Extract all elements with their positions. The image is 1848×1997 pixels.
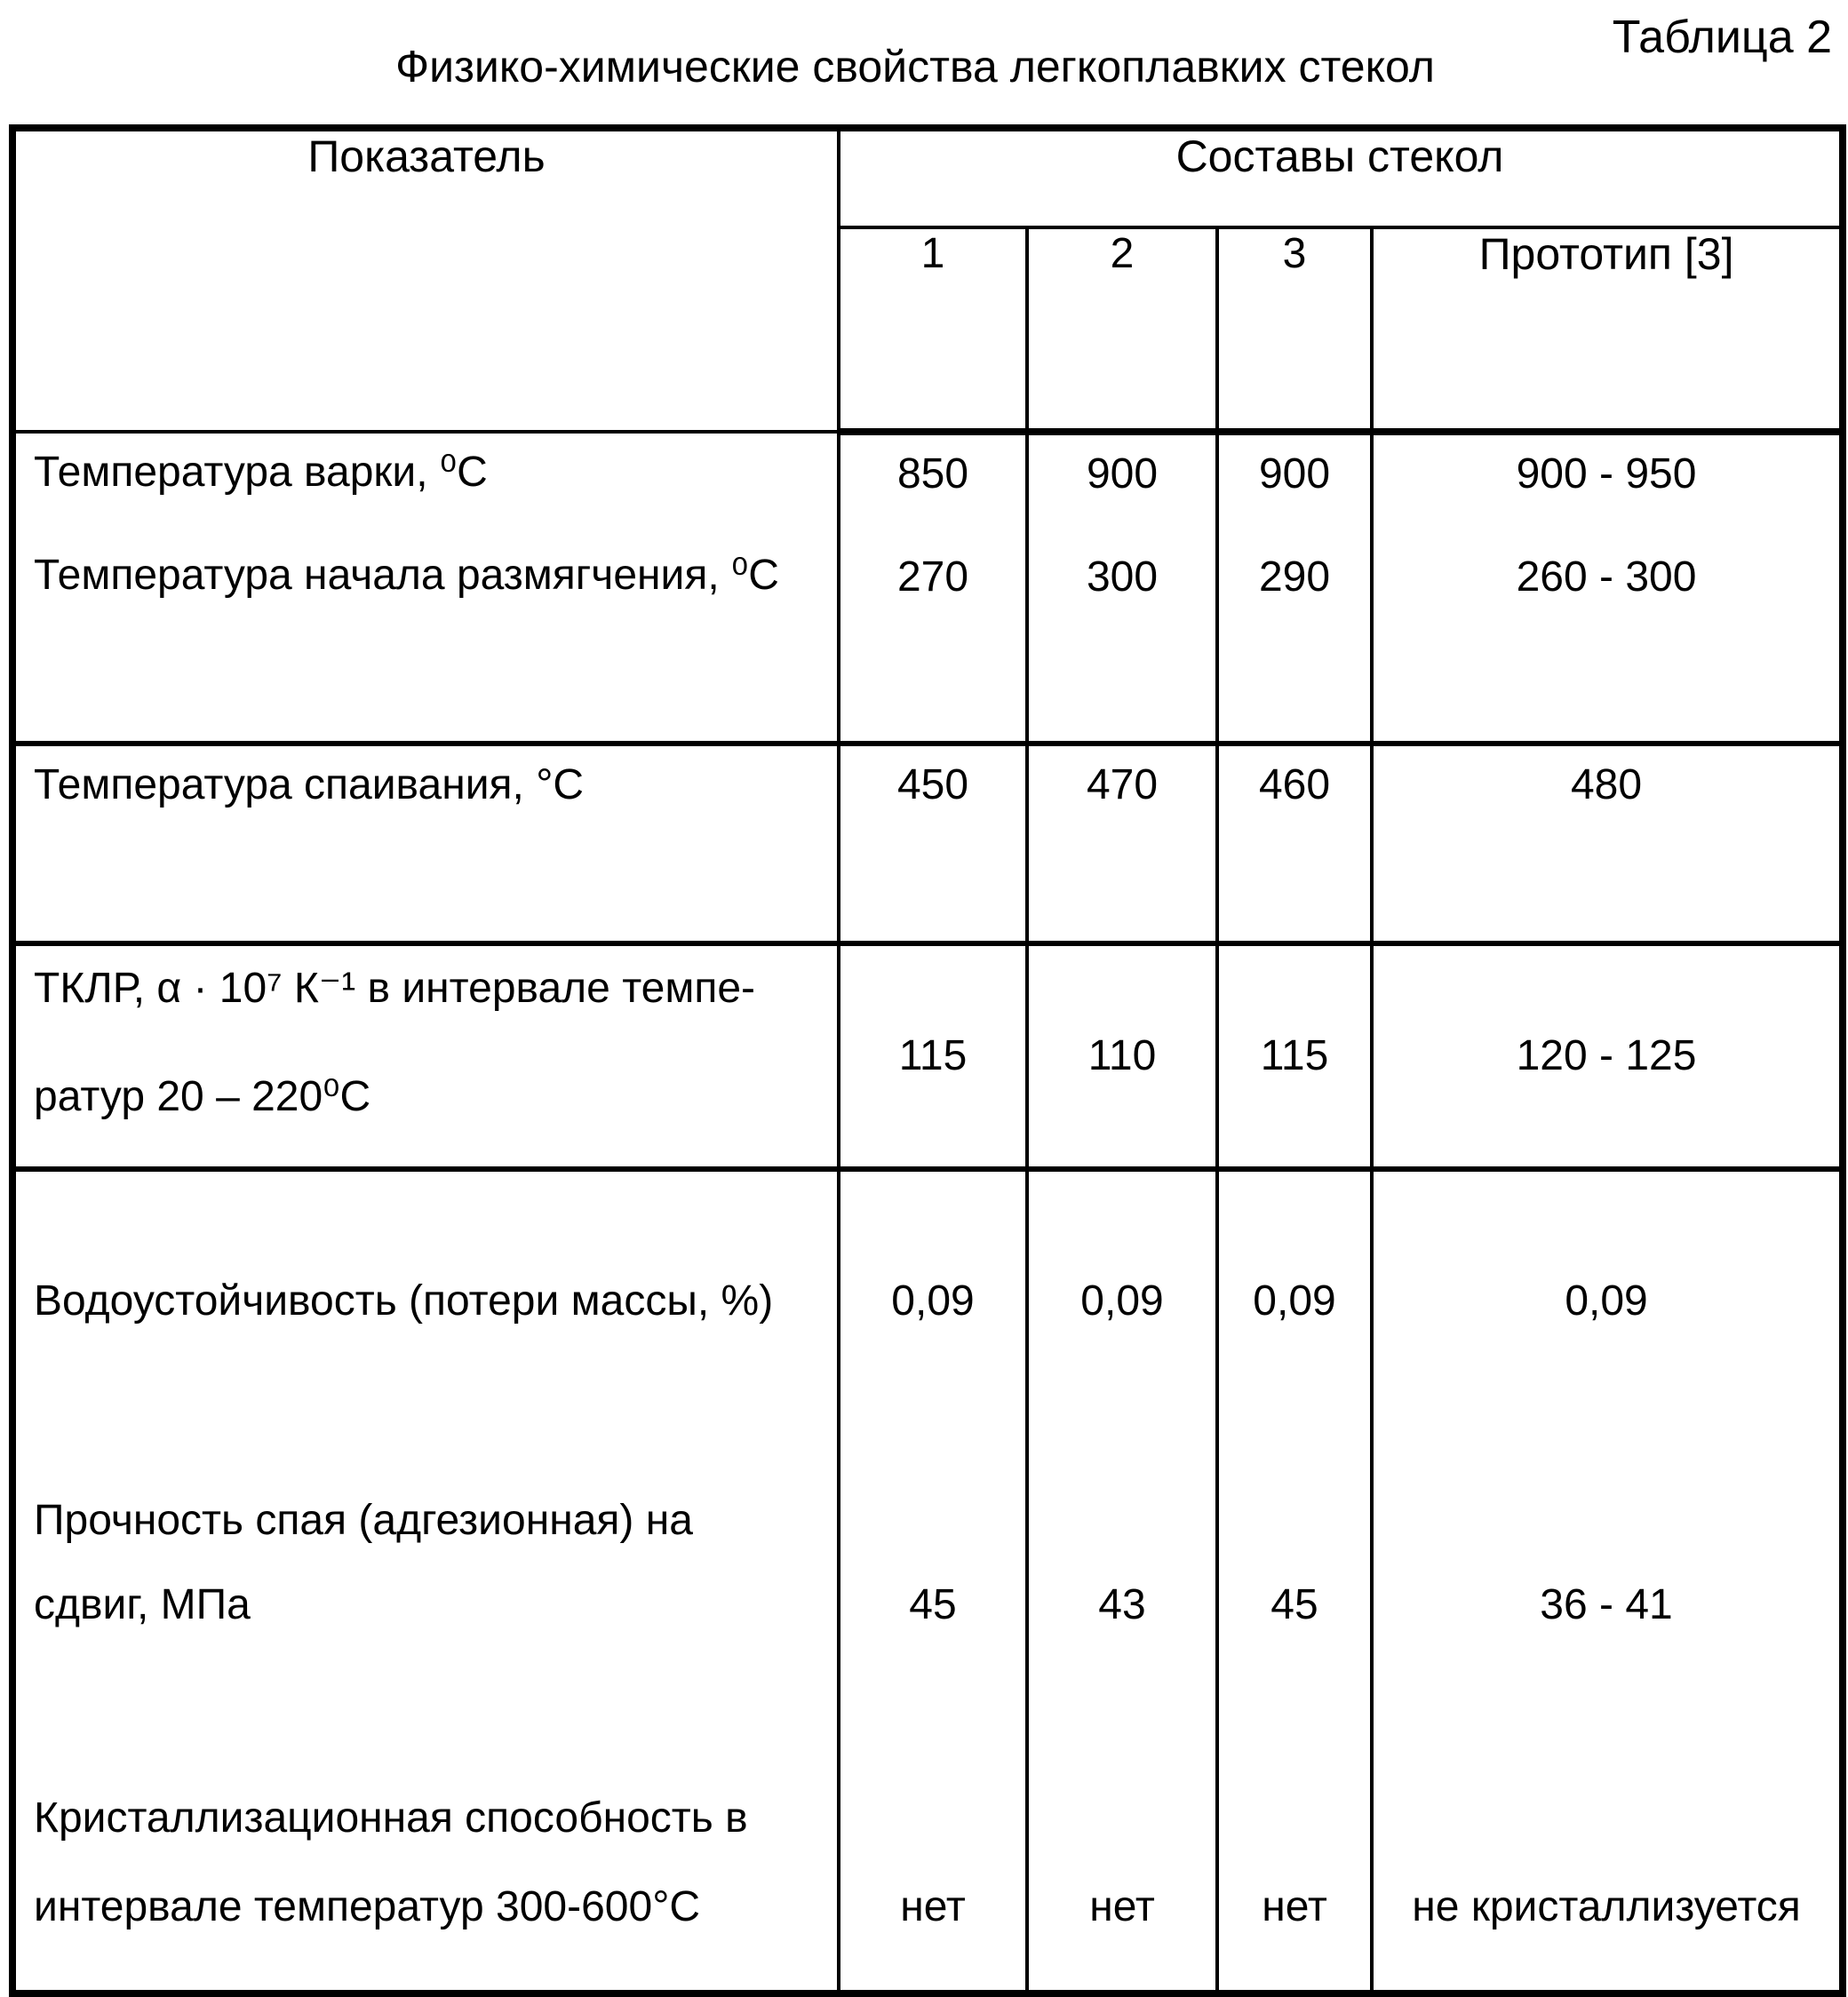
value-shear-col1: 45 [909, 1581, 957, 1628]
value-seal-col3: 460 [1217, 744, 1372, 943]
row-label-seal: Температура спаивания, °С [34, 761, 585, 808]
table-row-temperatures [12, 432, 1843, 744]
value-cell-bottom-col3 [1217, 1169, 1372, 1993]
value-cell-bottom-proto [1372, 1169, 1843, 1993]
value-melt-col1: 850 [896, 450, 969, 497]
value-cryst-col1: нет [900, 1883, 966, 1930]
header-cell-compositions: Составы стекол [839, 128, 1843, 227]
value-water-proto: 0,09 [1565, 1277, 1648, 1325]
row-label-cryst-line1: Кристаллизационная способность в [34, 1794, 748, 1842]
value-cryst-col3: нет [1262, 1883, 1327, 1930]
label-cell-tklr [12, 943, 839, 1169]
value-cryst-col2: нет [1089, 1883, 1155, 1930]
value-melt-proto: 900 - 950 [1516, 450, 1697, 497]
document-title: Физико-химические свойства легкоплавких стекол [395, 42, 1435, 91]
label-cell-bottom-group [12, 1169, 839, 1993]
value-cell-bottom-col2 [1027, 1169, 1217, 1993]
value-water-col2: 0,09 [1080, 1277, 1164, 1325]
row-label-shear-line1: Прочность спая (адгезионная) на [34, 1497, 693, 1544]
row-label-water: Водоустойчивость (потери массы, %) [34, 1277, 774, 1325]
value-seal-col1: 450 [839, 744, 1027, 943]
value-cell-temps-col1 [839, 432, 1027, 744]
header-cell-indicator: Показатель [12, 128, 839, 432]
value-cell-temps-col2 [1027, 432, 1217, 744]
row-label-tklr-line2: ратур 20 – 220⁰С [34, 1073, 371, 1120]
header-cell-prototype: Прототип [3] [1372, 227, 1843, 432]
value-tklr-proto: 120 - 125 [1372, 943, 1843, 1169]
value-cell-bottom-col1 [839, 1169, 1027, 1993]
table-number-label: Таблица 2 [1612, 12, 1832, 63]
header-cell-col2: 2 [1027, 227, 1217, 432]
value-tklr-col3: 115 [1217, 943, 1372, 1169]
value-soften-col1: 270 [896, 553, 969, 601]
header-row-top [12, 128, 1843, 227]
value-soften-col3: 290 [1258, 553, 1331, 601]
row-label-shear-line2: сдвиг, МПа [34, 1581, 251, 1628]
value-shear-col3: 45 [1270, 1581, 1318, 1628]
value-cryst-proto: не кристаллизуется [1412, 1883, 1801, 1930]
header-cell-col3: 3 [1217, 227, 1372, 432]
value-water-col1: 0,09 [891, 1277, 975, 1325]
value-water-col3: 0,09 [1253, 1277, 1336, 1325]
label-cell-temperatures [12, 432, 839, 744]
value-soften-col2: 300 [1086, 553, 1159, 601]
value-seal-proto: 480 [1372, 744, 1843, 943]
row-label-soften: Температура начала размягчения, ⁰С [34, 552, 779, 599]
row-label-melt: Температура варки, ⁰С [34, 449, 488, 496]
label-cell-sealing [12, 744, 839, 943]
table-row-bottom-group [12, 1169, 1843, 1993]
value-melt-col2: 900 [1086, 450, 1159, 497]
value-tklr-col2: 110 [1027, 943, 1217, 1169]
row-label-tklr-line1: ТКЛР, α · 10⁷ К⁻¹ в интервале темпе- [34, 965, 756, 1012]
value-seal-col2: 470 [1027, 744, 1217, 943]
value-shear-col2: 43 [1098, 1581, 1146, 1628]
header-cell-col1: 1 [839, 227, 1027, 432]
value-melt-col3: 900 [1258, 450, 1331, 497]
value-shear-proto: 36 - 41 [1540, 1581, 1673, 1628]
table-row-tklr [12, 943, 1843, 1169]
table-row-sealing [12, 744, 1843, 943]
value-cell-temps-col3 [1217, 432, 1372, 744]
properties-table [9, 124, 1846, 1997]
value-soften-proto: 260 - 300 [1516, 553, 1697, 601]
value-cell-temps-proto [1372, 432, 1843, 744]
row-label-cryst-line2: интервале температур 300-600°С [34, 1883, 701, 1930]
value-tklr-col1: 115 [839, 943, 1027, 1169]
